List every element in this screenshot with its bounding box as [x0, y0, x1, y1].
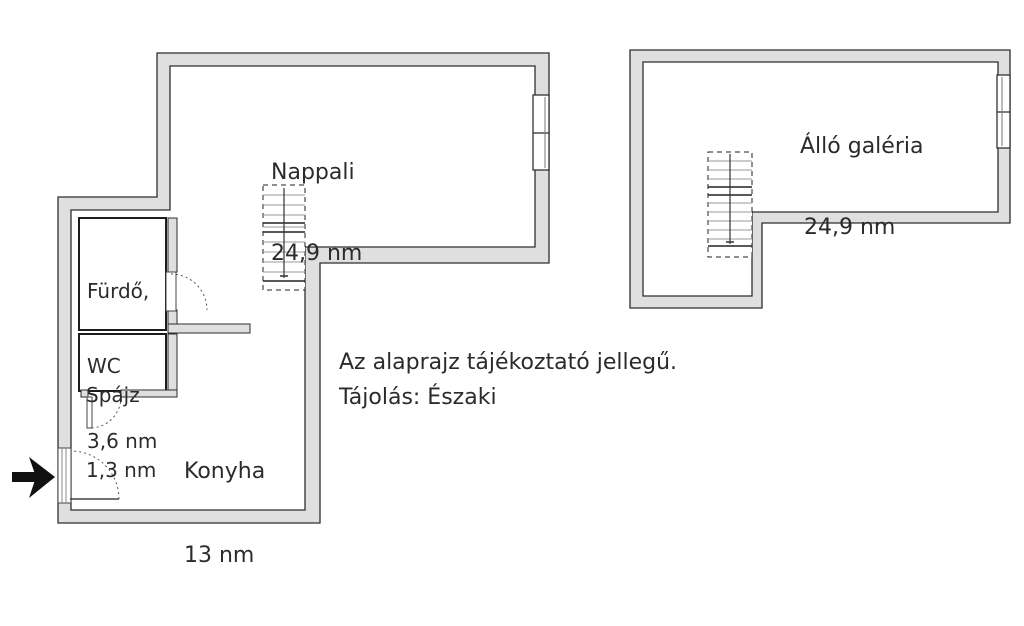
- wall-hall-segment: [168, 324, 250, 333]
- galeria-label: [800, 79, 923, 295]
- konyha-label: [184, 402, 265, 626]
- furdo-name2: WC: [87, 354, 121, 378]
- window-symbol-nappali: [533, 95, 549, 170]
- entrance-arrow-icon: [12, 457, 55, 498]
- furdo-name: Fürdő,: [87, 279, 150, 303]
- konyha-area: 13 nm: [184, 543, 255, 568]
- nappali-name: Nappali: [271, 160, 355, 185]
- galeria-area: 24,9 nm: [804, 215, 896, 240]
- furdo-area: 3,6 nm: [87, 429, 158, 453]
- wall-furdo-right-upper: [168, 218, 177, 272]
- nappali-area: 24,9 nm: [271, 241, 363, 266]
- spajz-label: [86, 333, 156, 533]
- konyha-name: Konyha: [184, 459, 266, 484]
- staircase-symbol-gallery: [708, 152, 752, 257]
- galeria-name: Álló galéria: [800, 134, 924, 159]
- window-symbol-galeria: [997, 75, 1010, 148]
- spajz-name: Spájz: [86, 383, 140, 407]
- disclaimer-text: Az alaprajz tájékoztató jellegű.: [339, 350, 678, 375]
- spajz-area: 1,3 nm: [86, 458, 157, 482]
- nappali-label: [271, 105, 362, 321]
- wall-spajz-right: [168, 334, 177, 397]
- orientation-text: Tájolás: Északi: [339, 385, 497, 410]
